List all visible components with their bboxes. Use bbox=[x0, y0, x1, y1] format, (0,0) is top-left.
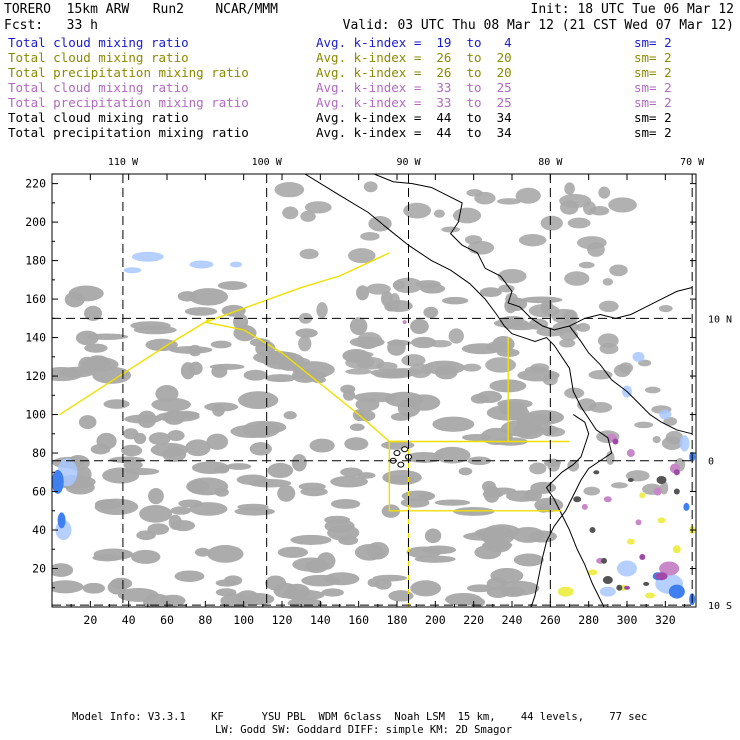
legend-sm: sm= 2 bbox=[634, 35, 672, 50]
cloud-blob bbox=[300, 249, 319, 259]
cloud-blob bbox=[278, 547, 308, 558]
cloud-blob bbox=[236, 590, 259, 605]
cloud-blob bbox=[388, 590, 413, 601]
x-tick-label: 100 bbox=[233, 613, 255, 627]
cloud-blob bbox=[327, 525, 359, 541]
cloud-blob bbox=[151, 443, 188, 457]
purple-blob bbox=[674, 469, 680, 475]
cloud-blob bbox=[589, 370, 613, 379]
cloud-blob bbox=[422, 546, 456, 555]
purple-blob bbox=[613, 438, 619, 444]
y-tick-label: 220 bbox=[25, 176, 46, 191]
cloud-blob bbox=[170, 506, 191, 514]
cloud-blob bbox=[375, 578, 392, 589]
ice-blob bbox=[52, 470, 64, 494]
cloud-blob bbox=[462, 434, 491, 441]
deep-blob bbox=[603, 576, 613, 584]
purple-blob bbox=[639, 554, 645, 560]
longitude-label: 70 W bbox=[680, 157, 705, 168]
cloud-blob bbox=[385, 392, 424, 407]
cloud-blob bbox=[564, 182, 575, 195]
x-tick-label: 280 bbox=[578, 613, 600, 627]
cloud-blob bbox=[134, 433, 146, 444]
cloud-blob bbox=[533, 418, 544, 425]
cloud-blob bbox=[619, 362, 634, 373]
cloud-blob bbox=[267, 463, 293, 478]
cloud-blob bbox=[459, 467, 473, 475]
cloud-blob bbox=[65, 292, 85, 308]
cloud-blob bbox=[172, 520, 195, 531]
cloud-blob bbox=[310, 439, 335, 453]
cloud-blob bbox=[559, 194, 591, 208]
legend-sm: sm= 2 bbox=[634, 50, 672, 65]
ice-blob bbox=[683, 503, 689, 511]
cloud-blob bbox=[653, 436, 661, 443]
longitude-label: 100 W bbox=[251, 157, 282, 168]
longitude-label: 110 W bbox=[107, 157, 138, 168]
deep-blob bbox=[657, 476, 667, 484]
cloud-blob bbox=[109, 456, 144, 463]
model-info: Model Info: V3.3.1 KF YSU PBL WDM 6class Noah LSM 15 km, 44 levels, 77 sec bbox=[72, 711, 648, 723]
cloud-blob bbox=[432, 417, 474, 432]
cloud-blob bbox=[445, 593, 482, 606]
cloud-blob bbox=[350, 424, 365, 432]
cloud-blob bbox=[134, 326, 177, 335]
cloud-blob bbox=[151, 398, 191, 412]
x-tick-label: 300 bbox=[616, 613, 638, 627]
cloud-blob bbox=[207, 545, 243, 563]
cloud-blob bbox=[83, 583, 105, 594]
cloud-blob bbox=[462, 364, 481, 372]
cloud-blob bbox=[131, 550, 160, 564]
model-title: TORERO 15km ARW Run2 NCAR/MMM bbox=[4, 2, 278, 17]
cloud-blob bbox=[442, 297, 468, 305]
cloud-blob bbox=[429, 340, 452, 347]
y-tick-label: 20 bbox=[32, 561, 46, 576]
cloud-blob bbox=[185, 439, 210, 456]
cloud-blob bbox=[645, 387, 661, 394]
island bbox=[402, 447, 408, 452]
cloud-blob bbox=[387, 340, 411, 346]
cloud-blob bbox=[195, 548, 211, 557]
cloud-blob bbox=[121, 445, 142, 457]
cloud-blob bbox=[210, 364, 245, 370]
ice-light-blob bbox=[132, 252, 164, 262]
y-tick-label: 80 bbox=[32, 446, 46, 461]
cloud-blob bbox=[514, 554, 544, 567]
cloud-blob bbox=[577, 236, 607, 249]
cloud-blob bbox=[568, 218, 591, 229]
legend-field: Total cloud mixing ratio bbox=[8, 80, 189, 95]
cloud-blob bbox=[441, 226, 460, 232]
purple-light-blob bbox=[654, 488, 662, 496]
legend-field: Total cloud mixing ratio bbox=[8, 110, 189, 125]
cloud-blob bbox=[345, 369, 371, 375]
cloud-blob bbox=[300, 487, 327, 496]
cloud-blob bbox=[253, 351, 297, 365]
cloud-blob bbox=[403, 203, 431, 219]
cloud-blob bbox=[316, 302, 327, 318]
cloud-blob bbox=[343, 389, 355, 400]
cloud-blob bbox=[216, 579, 238, 586]
cloud-blob bbox=[79, 415, 97, 429]
cloud-blob bbox=[419, 492, 432, 500]
cloud-blob bbox=[423, 307, 438, 318]
cloud-blob bbox=[41, 367, 83, 381]
y-tick-label: 200 bbox=[25, 215, 46, 230]
cloud-blob bbox=[425, 528, 441, 543]
x-tick-label: 240 bbox=[501, 613, 523, 627]
cloud-blob bbox=[598, 187, 610, 199]
cloud-blob bbox=[528, 531, 557, 543]
cloud-blob bbox=[189, 362, 203, 375]
cloud-blob bbox=[603, 278, 613, 285]
init-time: Init: 18 UTC Tue 06 Mar 12 bbox=[530, 2, 734, 17]
cloud-blob bbox=[84, 344, 107, 353]
cloud-blob bbox=[185, 307, 218, 316]
cloud-blob bbox=[47, 580, 84, 593]
cloud-blob bbox=[525, 366, 548, 374]
yellow-blob bbox=[673, 545, 681, 553]
deep-blob bbox=[590, 527, 596, 533]
island bbox=[394, 451, 400, 456]
yellow-blob bbox=[627, 539, 635, 545]
cloud-blob bbox=[340, 468, 362, 477]
deep-blob bbox=[643, 582, 649, 586]
cloud-blob bbox=[389, 293, 399, 308]
cloud-blob bbox=[485, 357, 516, 372]
cloud-blob bbox=[322, 588, 344, 596]
legend-kidx: Avg. k-index = 26 to 20 bbox=[316, 65, 512, 80]
cloud-blob bbox=[301, 575, 340, 587]
latitude-label: 10 S bbox=[708, 601, 733, 613]
cloud-blob bbox=[559, 329, 578, 340]
purple-blob bbox=[624, 586, 630, 590]
cloud-blob bbox=[611, 482, 628, 488]
cloud-blob bbox=[528, 319, 548, 330]
cloud-blob bbox=[250, 442, 272, 455]
island bbox=[398, 462, 404, 467]
cloud-blob bbox=[186, 477, 228, 495]
legend-kidx: Avg. k-index = 19 to 4 bbox=[316, 35, 512, 50]
cloud-blob bbox=[189, 288, 228, 306]
ice-light-blob bbox=[124, 267, 142, 273]
yellow-blob bbox=[645, 592, 655, 598]
x-tick-label: 20 bbox=[83, 613, 98, 627]
cloud-blob bbox=[409, 364, 432, 378]
cloud-blob bbox=[498, 269, 527, 283]
cloud-blob bbox=[96, 433, 116, 450]
y-tick-label: 140 bbox=[25, 330, 46, 345]
cloud-blob bbox=[466, 189, 482, 196]
cloud-blob bbox=[244, 370, 268, 381]
latitude-label: 0 bbox=[708, 456, 715, 468]
y-tick-label: 40 bbox=[32, 523, 46, 538]
cloud-blob bbox=[609, 264, 627, 276]
legend-sm: sm= 2 bbox=[634, 110, 672, 125]
cloud-blob bbox=[218, 281, 247, 290]
cloud-blob bbox=[529, 463, 546, 475]
purple-light-blob bbox=[604, 496, 612, 502]
cloud-blob bbox=[497, 399, 532, 409]
x-tick-label: 220 bbox=[463, 613, 485, 627]
forecast-hour: Fcst: 33 h bbox=[4, 18, 98, 33]
ice-light-blob bbox=[230, 261, 242, 267]
cloud-blob bbox=[488, 527, 515, 544]
cloud-blob bbox=[102, 468, 139, 484]
deep-blob bbox=[601, 558, 607, 564]
legend-sm: sm= 2 bbox=[634, 125, 672, 140]
purple-light-blob bbox=[636, 519, 642, 525]
cloud-blob bbox=[559, 339, 575, 348]
cloud-blob bbox=[167, 430, 184, 441]
cloud-blob bbox=[254, 421, 286, 433]
ice-light-blob bbox=[659, 410, 671, 420]
cloud-blob bbox=[366, 283, 391, 294]
x-tick-label: 180 bbox=[386, 613, 408, 627]
legend-kidx: Avg. k-index = 33 to 25 bbox=[316, 95, 512, 110]
cloud-blob bbox=[274, 182, 304, 197]
legend-sm: sm= 2 bbox=[634, 65, 672, 80]
cloud-blob bbox=[237, 504, 269, 511]
cloud-blob bbox=[331, 499, 360, 509]
cloud-blob bbox=[449, 328, 464, 343]
cloud-blob bbox=[124, 415, 162, 424]
purple-light-blob bbox=[582, 504, 588, 510]
cloud-blob bbox=[453, 208, 481, 224]
cloud-blob bbox=[364, 181, 378, 192]
cloud-blob bbox=[110, 578, 132, 590]
cloud-blob bbox=[292, 454, 307, 471]
legend-sm: sm= 2 bbox=[634, 80, 672, 95]
cloud-blob bbox=[662, 436, 683, 450]
cloud-blob bbox=[284, 411, 297, 419]
cloud-blob bbox=[188, 345, 201, 356]
cloud-blob bbox=[579, 262, 595, 269]
cloud-blob bbox=[136, 530, 156, 540]
cloud-blob bbox=[435, 499, 470, 505]
deep-blob bbox=[593, 470, 599, 474]
cloud-blob bbox=[344, 437, 368, 450]
legend-field: Total cloud mixing ratio bbox=[8, 50, 189, 65]
cloud-blob bbox=[148, 488, 164, 504]
cloud-blob bbox=[290, 535, 331, 545]
x-tick-label: 120 bbox=[271, 613, 293, 627]
deep-blob bbox=[628, 478, 634, 482]
cloud-blob bbox=[434, 210, 445, 218]
legend-kidx: Avg. k-index = 44 to 34 bbox=[316, 110, 512, 125]
cloud-blob bbox=[350, 317, 367, 335]
ice-light-blob bbox=[617, 561, 637, 577]
ice-blob bbox=[669, 585, 685, 599]
cloud-blob bbox=[564, 271, 589, 286]
purple-light-blob bbox=[403, 320, 407, 324]
cloud-blob bbox=[567, 460, 579, 472]
cloud-blob bbox=[499, 581, 540, 596]
cloud-blob bbox=[292, 557, 329, 571]
deep-blob bbox=[573, 496, 581, 502]
cloud-blob bbox=[103, 399, 129, 409]
cloud-blob bbox=[226, 463, 251, 470]
cloud-blob bbox=[543, 426, 558, 433]
y-tick-label: 160 bbox=[25, 292, 46, 307]
x-tick-label: 140 bbox=[309, 613, 331, 627]
cloud-blob bbox=[524, 489, 542, 501]
cloud-blob bbox=[606, 451, 615, 465]
cloud-blob bbox=[415, 555, 456, 562]
x-tick-label: 200 bbox=[424, 613, 446, 627]
cloud-blob bbox=[357, 332, 382, 348]
cloud-blob bbox=[541, 216, 563, 231]
longitude-label: 80 W bbox=[538, 157, 563, 168]
ice-light-blob bbox=[633, 352, 645, 362]
legend-field: Total precipitation mixing ratio bbox=[8, 65, 249, 80]
x-tick-label: 260 bbox=[539, 613, 561, 627]
cloud-blob bbox=[93, 549, 133, 561]
legend-field: Total precipitation mixing ratio bbox=[8, 125, 249, 140]
y-tick-label: 60 bbox=[32, 484, 46, 499]
cloud-blob bbox=[467, 584, 493, 592]
legend-field: Total precipitation mixing ratio bbox=[8, 95, 249, 110]
cloud-blob bbox=[139, 505, 172, 523]
y-tick-label: 180 bbox=[25, 253, 46, 268]
legend-field: Total cloud mixing ratio bbox=[8, 35, 189, 50]
ice-light-blob bbox=[600, 587, 616, 597]
cloud-blob bbox=[497, 198, 521, 204]
cloud-blob bbox=[474, 545, 501, 559]
cloud-blob bbox=[360, 232, 379, 241]
cloud-blob bbox=[484, 485, 500, 502]
purple-blob bbox=[656, 572, 668, 580]
cloud-blob bbox=[76, 331, 99, 346]
legend-kidx: Avg. k-index = 44 to 34 bbox=[316, 125, 512, 140]
deep-blob bbox=[674, 489, 680, 495]
legend-kidx: Avg. k-index = 26 to 20 bbox=[316, 50, 512, 65]
cloud-blob bbox=[282, 590, 325, 601]
cloud-blob bbox=[600, 343, 619, 354]
cloud-blob bbox=[583, 487, 600, 496]
cloud-blob bbox=[265, 575, 286, 590]
yellow-blob bbox=[658, 517, 666, 523]
yellow-blob bbox=[558, 587, 574, 597]
legend-kidx: Avg. k-index = 33 to 25 bbox=[316, 80, 512, 95]
ice-light-blob bbox=[680, 435, 690, 451]
cloud-blob bbox=[211, 341, 232, 349]
cloud-blob bbox=[178, 499, 202, 507]
yellow-blob bbox=[639, 492, 645, 498]
cloud-blob bbox=[175, 570, 205, 581]
cloud-blob bbox=[282, 207, 298, 220]
model-physics: LW: Godd SW: Goddard DIFF: simple KM: 2D Smagor bbox=[215, 724, 513, 736]
cloud-blob bbox=[659, 305, 673, 312]
cloud-blob bbox=[367, 542, 389, 559]
cloud-blob bbox=[300, 211, 315, 222]
cloud-blob bbox=[298, 336, 311, 352]
longitude-label: 90 W bbox=[396, 157, 421, 168]
x-tick-label: 60 bbox=[160, 613, 174, 627]
cloud-blob bbox=[356, 357, 384, 370]
cloud-blob bbox=[238, 391, 278, 409]
ice-light-blob bbox=[190, 260, 214, 268]
cloud-blob bbox=[393, 278, 423, 293]
cloud-blob bbox=[529, 304, 560, 317]
cloud-blob bbox=[486, 341, 510, 352]
cloud-blob bbox=[237, 474, 268, 485]
cloud-blob bbox=[465, 235, 482, 244]
cloud-blob bbox=[410, 580, 441, 596]
ice-blob bbox=[58, 512, 66, 528]
cloud-blob bbox=[435, 365, 458, 379]
y-tick-label: 120 bbox=[25, 369, 46, 384]
cloud-blob bbox=[576, 323, 590, 332]
x-tick-label: 320 bbox=[654, 613, 676, 627]
cloud-blob bbox=[204, 402, 238, 411]
cloud-blob bbox=[521, 297, 563, 304]
cloud-blob bbox=[599, 301, 619, 312]
cloud-blob bbox=[471, 394, 489, 404]
cloud-blob bbox=[95, 499, 121, 509]
cloud-blob bbox=[265, 374, 296, 382]
latitude-label: 10 N bbox=[708, 314, 733, 326]
cloud-blob bbox=[590, 206, 609, 215]
cloud-blob bbox=[330, 476, 368, 488]
x-tick-label: 160 bbox=[348, 613, 370, 627]
purple-light-blob bbox=[627, 449, 635, 457]
cloud-blob bbox=[324, 516, 350, 524]
cloud-blob bbox=[519, 234, 546, 246]
x-tick-label: 80 bbox=[198, 613, 213, 627]
cloud-blob bbox=[163, 410, 185, 425]
valid-time: Valid: 03 UTC Thu 08 Mar 12 (21 CST Wed 07 Mar 12) bbox=[342, 18, 734, 33]
cloud-blob bbox=[608, 197, 637, 212]
cloud-blob bbox=[277, 485, 295, 502]
cloud-blob bbox=[410, 319, 429, 334]
legend-sm: sm= 2 bbox=[634, 95, 672, 110]
cloud-blob bbox=[634, 422, 653, 429]
y-tick-label: 100 bbox=[25, 407, 46, 422]
deep-blob bbox=[616, 585, 622, 591]
x-tick-label: 40 bbox=[121, 613, 136, 627]
